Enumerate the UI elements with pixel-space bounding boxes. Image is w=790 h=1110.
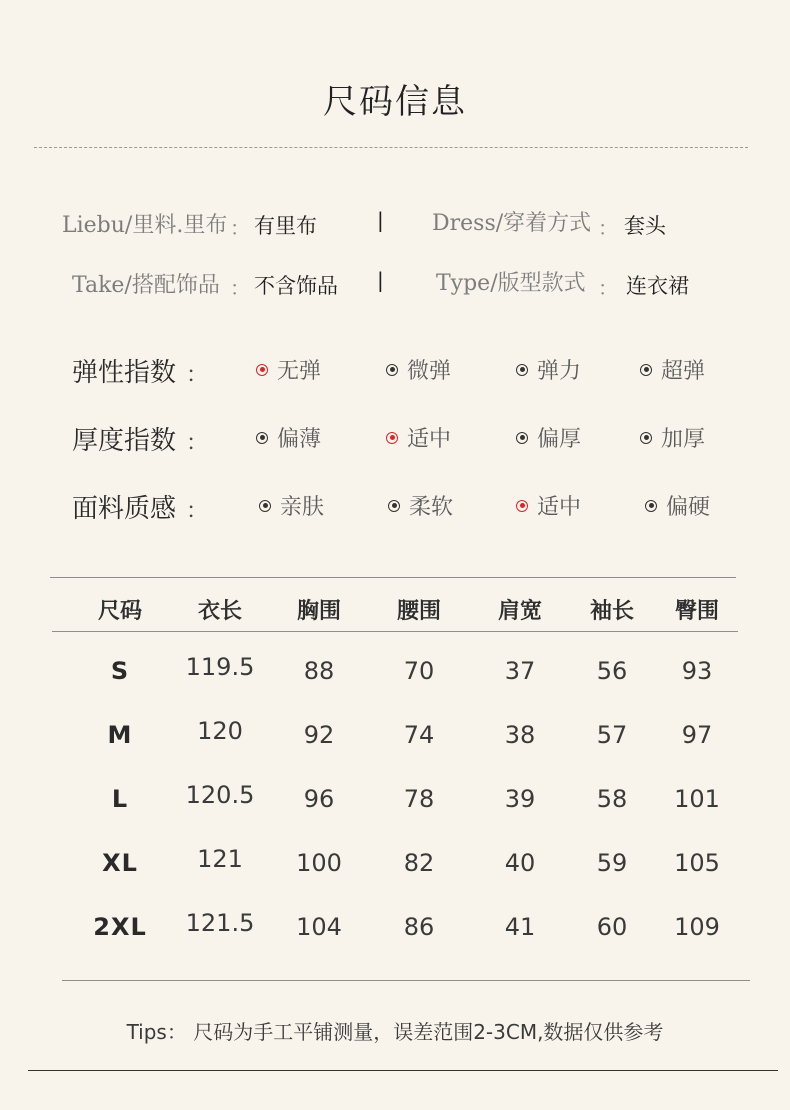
index-option	[640, 422, 705, 453]
spec-label-lining: Liebu/里料.里布	[62, 213, 228, 238]
table-cell: 119.5	[185, 653, 255, 681]
spec-value-lining: 有里布	[254, 214, 317, 238]
table-header-cell: 袖长	[589, 599, 634, 624]
index-colon: ：	[186, 431, 209, 456]
table-cell: 40	[504, 849, 536, 877]
page-title: 尺码信息	[323, 82, 467, 122]
spec-separator: |	[377, 268, 384, 292]
table-cell: 37	[504, 657, 536, 685]
table-cell: 105	[674, 849, 720, 877]
table-cell: 82	[403, 849, 435, 877]
index-label: 厚度指数	[72, 426, 177, 456]
spec-label-wearing: Dress/穿着方式	[432, 211, 592, 236]
size-label: M	[107, 721, 133, 749]
index-option-label: 柔软	[409, 495, 454, 520]
table-cell: 96	[303, 785, 335, 813]
footer-rule	[28, 1070, 778, 1071]
table-header-cell: 臀围	[674, 599, 719, 624]
radio-icon	[516, 364, 528, 376]
radio-icon	[640, 432, 652, 444]
index-option-label: 适中	[537, 495, 582, 520]
spec-colon: ：	[598, 216, 618, 240]
index-colon: ：	[186, 363, 209, 388]
index-option	[645, 490, 710, 521]
table-header-cell: 肩宽	[497, 599, 542, 624]
table-cell: 104	[296, 913, 342, 941]
size-label: L	[111, 785, 129, 813]
index-option	[386, 354, 451, 385]
index-label: 面料质感	[72, 494, 177, 524]
table-cell: 41	[504, 913, 536, 941]
radio-icon	[256, 432, 268, 444]
index-option	[256, 354, 321, 385]
radio-icon	[388, 500, 400, 512]
table-cell: 121.5	[185, 909, 255, 937]
index-option-label: 亲肤	[280, 495, 325, 520]
index-option	[516, 422, 581, 453]
index-option	[388, 490, 453, 521]
index-option-label: 超弹	[661, 359, 706, 384]
radio-icon	[259, 500, 271, 512]
spec-label-type: Type/版型款式	[436, 271, 586, 296]
size-label: S	[110, 657, 130, 685]
table-cell: 74	[403, 721, 435, 749]
radio-icon	[516, 432, 528, 444]
table-cell: 100	[296, 849, 342, 877]
table-cell: 56	[596, 657, 628, 685]
table-cell: 60	[596, 913, 628, 941]
spec-value-type: 连衣裙	[626, 274, 689, 298]
table-cell: 120.5	[185, 781, 255, 809]
index-option-label: 加厚	[661, 427, 706, 452]
table-cell: 88	[303, 657, 335, 685]
index-option-label: 偏硬	[666, 495, 711, 520]
table-header-cell: 胸围	[296, 599, 341, 624]
index-option	[259, 490, 324, 521]
table-header-rule	[52, 631, 738, 632]
spec-separator: |	[377, 208, 384, 232]
table-header-cell: 衣长	[197, 599, 242, 624]
tips-note: Tips： 尺码为手工平铺测量，误差范围2-3CM,数据仅供参考	[126, 1020, 664, 1044]
table-cell: 120	[197, 717, 243, 745]
radio-icon	[645, 500, 657, 512]
table-cell: 38	[504, 721, 536, 749]
spec-label-accessories: Take/搭配饰品	[72, 273, 220, 298]
radio-selected-icon	[516, 500, 528, 512]
table-cell: 109	[674, 913, 720, 941]
table-cell: 70	[403, 657, 435, 685]
index-option-label: 偏厚	[537, 427, 582, 452]
table-cell: 78	[403, 785, 435, 813]
table-cell: 86	[403, 913, 435, 941]
table-cell: 57	[596, 721, 628, 749]
spec-colon: ：	[598, 276, 618, 300]
radio-selected-icon	[386, 432, 398, 444]
index-colon: ：	[186, 499, 209, 524]
table-header-cell: 尺码	[97, 599, 142, 624]
table-cell: 92	[303, 721, 335, 749]
index-option	[516, 490, 581, 521]
index-option	[516, 354, 581, 385]
spec-value-accessories: 不含饰品	[254, 274, 338, 298]
index-option-label: 偏薄	[277, 427, 322, 452]
table-cell: 121	[197, 845, 243, 873]
size-label: 2XL	[93, 913, 147, 941]
index-option-label: 适中	[407, 427, 452, 452]
index-option-label: 微弹	[407, 359, 452, 384]
index-option	[386, 422, 451, 453]
spec-value-wearing: 套头	[624, 214, 666, 238]
index-option-label: 无弹	[277, 359, 322, 384]
table-bottom-rule	[62, 980, 750, 981]
table-cell: 58	[596, 785, 628, 813]
table-cell: 39	[504, 785, 536, 813]
index-option	[256, 422, 321, 453]
table-header-cell: 腰围	[396, 599, 441, 624]
table-cell: 101	[674, 785, 720, 813]
index-option	[640, 354, 705, 385]
dashed-divider	[34, 147, 748, 148]
table-cell: 97	[681, 721, 713, 749]
index-label: 弹性指数	[72, 358, 177, 388]
table-top-rule	[50, 577, 736, 578]
table-cell: 59	[596, 849, 628, 877]
radio-selected-icon	[256, 364, 268, 376]
table-cell: 93	[681, 657, 713, 685]
index-option-label: 弹力	[537, 359, 582, 384]
spec-colon: ：	[230, 216, 250, 240]
radio-icon	[386, 364, 398, 376]
radio-icon	[640, 364, 652, 376]
spec-colon: ：	[230, 276, 250, 300]
size-label: XL	[102, 849, 138, 877]
